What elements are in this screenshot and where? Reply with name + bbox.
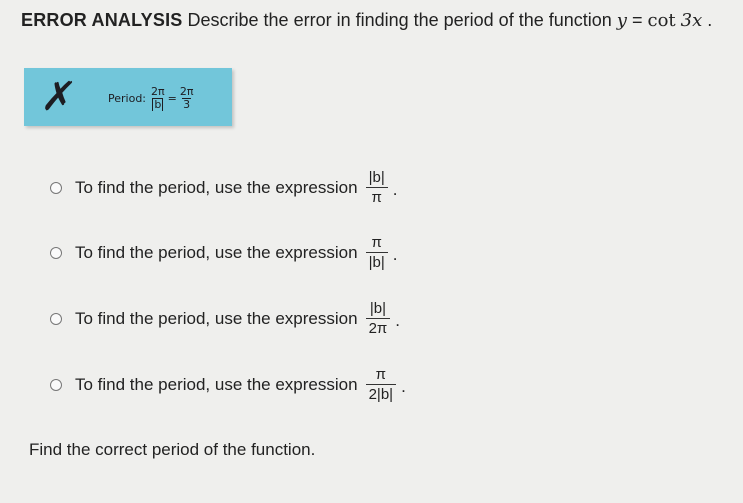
period-fraction-2 bbox=[179, 86, 195, 111]
answer-option-2[interactable] bbox=[50, 233, 397, 272]
radio-button[interactable] bbox=[50, 313, 62, 325]
student-work-card bbox=[24, 68, 232, 126]
option-fraction bbox=[366, 168, 388, 207]
fraction-denominator: π bbox=[371, 189, 382, 206]
period-fraction-1 bbox=[150, 86, 166, 111]
fraction-numerator: |b| bbox=[368, 169, 385, 186]
error-x-icon: ✗ bbox=[38, 74, 79, 120]
option-period: . bbox=[392, 244, 398, 264]
option-period: . bbox=[392, 179, 398, 199]
func-cot: cot bbox=[647, 10, 676, 31]
option-text: To find the period, use the expression bbox=[75, 177, 358, 197]
option-fraction bbox=[366, 299, 391, 338]
option-text: To find the period, use the expression bbox=[75, 242, 358, 262]
option-period: . bbox=[401, 376, 406, 396]
fraction-2-denominator: 3 bbox=[183, 98, 191, 111]
fraction-1-denominator: b bbox=[154, 98, 162, 111]
fraction-denominator: 2|b| bbox=[368, 386, 394, 403]
radio-button[interactable] bbox=[50, 247, 62, 259]
instruction-text: Find the correct period of the function. bbox=[29, 440, 316, 459]
option-text: To find the period, use the expression bbox=[75, 374, 358, 394]
period-work bbox=[108, 86, 194, 111]
radio-button[interactable] bbox=[50, 379, 62, 391]
fraction-denominator: 2π bbox=[368, 320, 388, 337]
fraction-numerator: |b| bbox=[369, 300, 386, 317]
answer-option-3[interactable] bbox=[50, 299, 400, 338]
question-end: . bbox=[707, 10, 713, 30]
fraction-2-numerator: 2π bbox=[179, 85, 194, 98]
fraction-numerator: π bbox=[375, 366, 386, 383]
option-fraction bbox=[366, 365, 396, 404]
fraction-1-numerator: 2π bbox=[151, 85, 165, 98]
question-prompt: Describe the error in finding the period of the function bbox=[187, 10, 612, 30]
question-title: ERROR ANALYSIS bbox=[21, 10, 183, 30]
radio-button[interactable] bbox=[50, 182, 62, 194]
func-y: y bbox=[616, 10, 627, 31]
func-equals: = bbox=[631, 10, 643, 30]
fraction-numerator: π bbox=[371, 234, 382, 251]
fraction-denominator: |b| bbox=[368, 254, 385, 271]
period-equals: = bbox=[167, 92, 177, 105]
answer-option-1[interactable] bbox=[50, 168, 397, 207]
option-fraction bbox=[366, 233, 388, 272]
period-label: Period: bbox=[108, 92, 147, 105]
option-period: . bbox=[395, 310, 401, 330]
question-text bbox=[21, 10, 712, 31]
answer-option-4[interactable] bbox=[50, 365, 406, 404]
option-text: To find the period, use the expression bbox=[75, 308, 358, 328]
func-arg: 3x bbox=[680, 10, 703, 31]
